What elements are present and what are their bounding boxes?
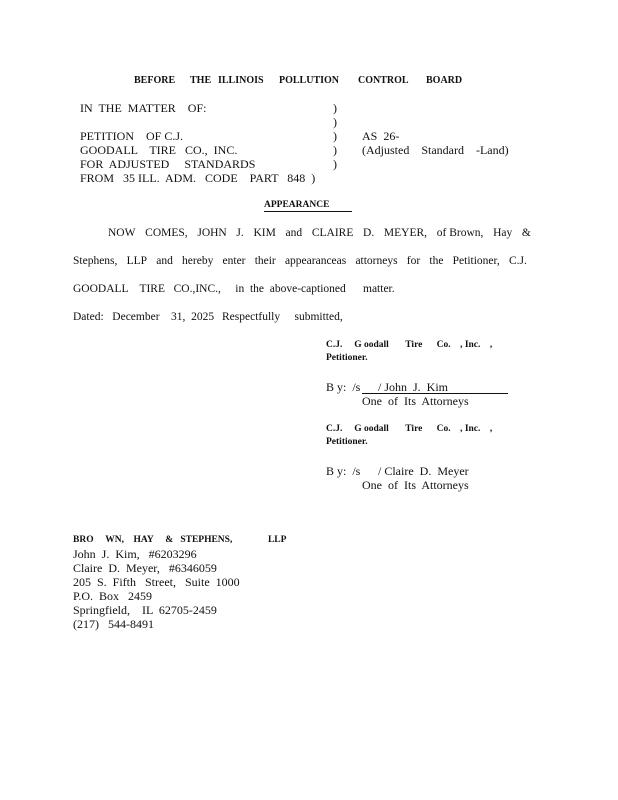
dated-line: Dated: December 31, 2025 — [73, 311, 215, 323]
body-word: hereby — [182, 255, 214, 267]
signature-role: Petitioner. — [326, 353, 368, 363]
title-underline — [264, 211, 352, 212]
body-word: Stephens, — [73, 255, 118, 267]
caption-paren: ) — [333, 129, 337, 143]
body-word: for — [406, 255, 421, 267]
caption-paren: ) — [333, 157, 337, 171]
signature-company: C.J. G oodall Tire Co. , Inc. , — [326, 424, 493, 434]
body-word: the — [429, 255, 444, 267]
body-word: & — [521, 227, 531, 239]
body-word: NOW — [108, 227, 136, 239]
by-label: B y: /s — [326, 464, 361, 478]
body-word: enter — [222, 255, 246, 267]
body-line-2 — [73, 255, 527, 267]
body-line-3: GOODALL TIRE CO.,INC., in the above-captioned matter. — [73, 283, 395, 295]
body-word: attorneys — [355, 255, 398, 267]
body-word: Petitioner, — [452, 255, 500, 267]
body-word: and — [156, 255, 173, 267]
caption-paren: ) — [333, 115, 337, 129]
caption-line: IN THE MATTER OF: — [80, 101, 207, 115]
body-word: Hay — [493, 227, 513, 239]
body-word: C.J. — [508, 255, 527, 267]
header-word: POLLUTION — [279, 75, 340, 86]
caption-line: GOODALL TIRE CO., INC. — [80, 143, 238, 157]
body-word: appearanceas — [284, 255, 347, 267]
firm-line: 205 S. Fifth Street, Suite 1000 — [73, 575, 240, 589]
header-word: CONTROL — [358, 75, 409, 86]
attorney-role-line: One of Its Attorneys — [362, 394, 469, 408]
body-word: of Brown, — [436, 227, 484, 239]
body-word: KIM — [253, 227, 276, 239]
caption-line: PETITION OF C.J. — [80, 129, 184, 143]
header-word: ILLINOIS — [218, 75, 264, 86]
caption-paren: ) — [333, 101, 337, 115]
body-word: MEYER, — [383, 227, 428, 239]
firm-line: Springfield, IL 62705-2459 — [73, 603, 217, 617]
caption-paren: ) — [333, 143, 337, 157]
firm-line: (217) 544-8491 — [73, 617, 154, 631]
body-word: LLP — [126, 255, 148, 267]
firm-line: P.O. Box 2459 — [73, 589, 153, 603]
body-word: COMES, — [145, 227, 188, 239]
body-word: and — [285, 227, 303, 239]
firm-name: BRO WN, HAY & STEPHENS, LLP — [73, 535, 287, 545]
header-word: BEFORE — [134, 75, 176, 86]
body-word: CLAIRE — [311, 227, 354, 239]
signer-name: / John J. Kim — [378, 380, 449, 394]
by-label: B y: /s — [326, 380, 361, 394]
body-line-1 — [108, 227, 531, 239]
firm-line: John J. Kim, #6203296 — [73, 547, 197, 561]
document-title: APPEARANCE — [264, 200, 330, 210]
attorney-role-line: One of Its Attorneys — [362, 478, 469, 492]
signer-name: / Claire D. Meyer — [378, 464, 469, 478]
header-word: THE — [190, 75, 212, 86]
body-word: JOHN — [197, 227, 227, 239]
case-type: (Adjusted Standard -Land) — [362, 143, 509, 157]
caption-line: FROM 35 ILL. ADM. CODE PART 848 ) — [80, 171, 316, 185]
firm-line: Claire D. Meyer, #6346059 — [73, 561, 217, 575]
caption-line: FOR ADJUSTED STANDARDS — [80, 157, 256, 171]
closing-line: Respectfully submitted, — [222, 311, 343, 323]
header-word: BOARD — [426, 75, 463, 86]
case-number: AS 26- — [362, 129, 400, 143]
body-word: J. — [236, 227, 244, 239]
signature-company: C.J. G oodall Tire Co. , Inc. , — [326, 340, 493, 350]
body-word: D. — [363, 227, 375, 239]
body-word: their — [254, 255, 276, 267]
signature-role: Petitioner. — [326, 437, 368, 447]
